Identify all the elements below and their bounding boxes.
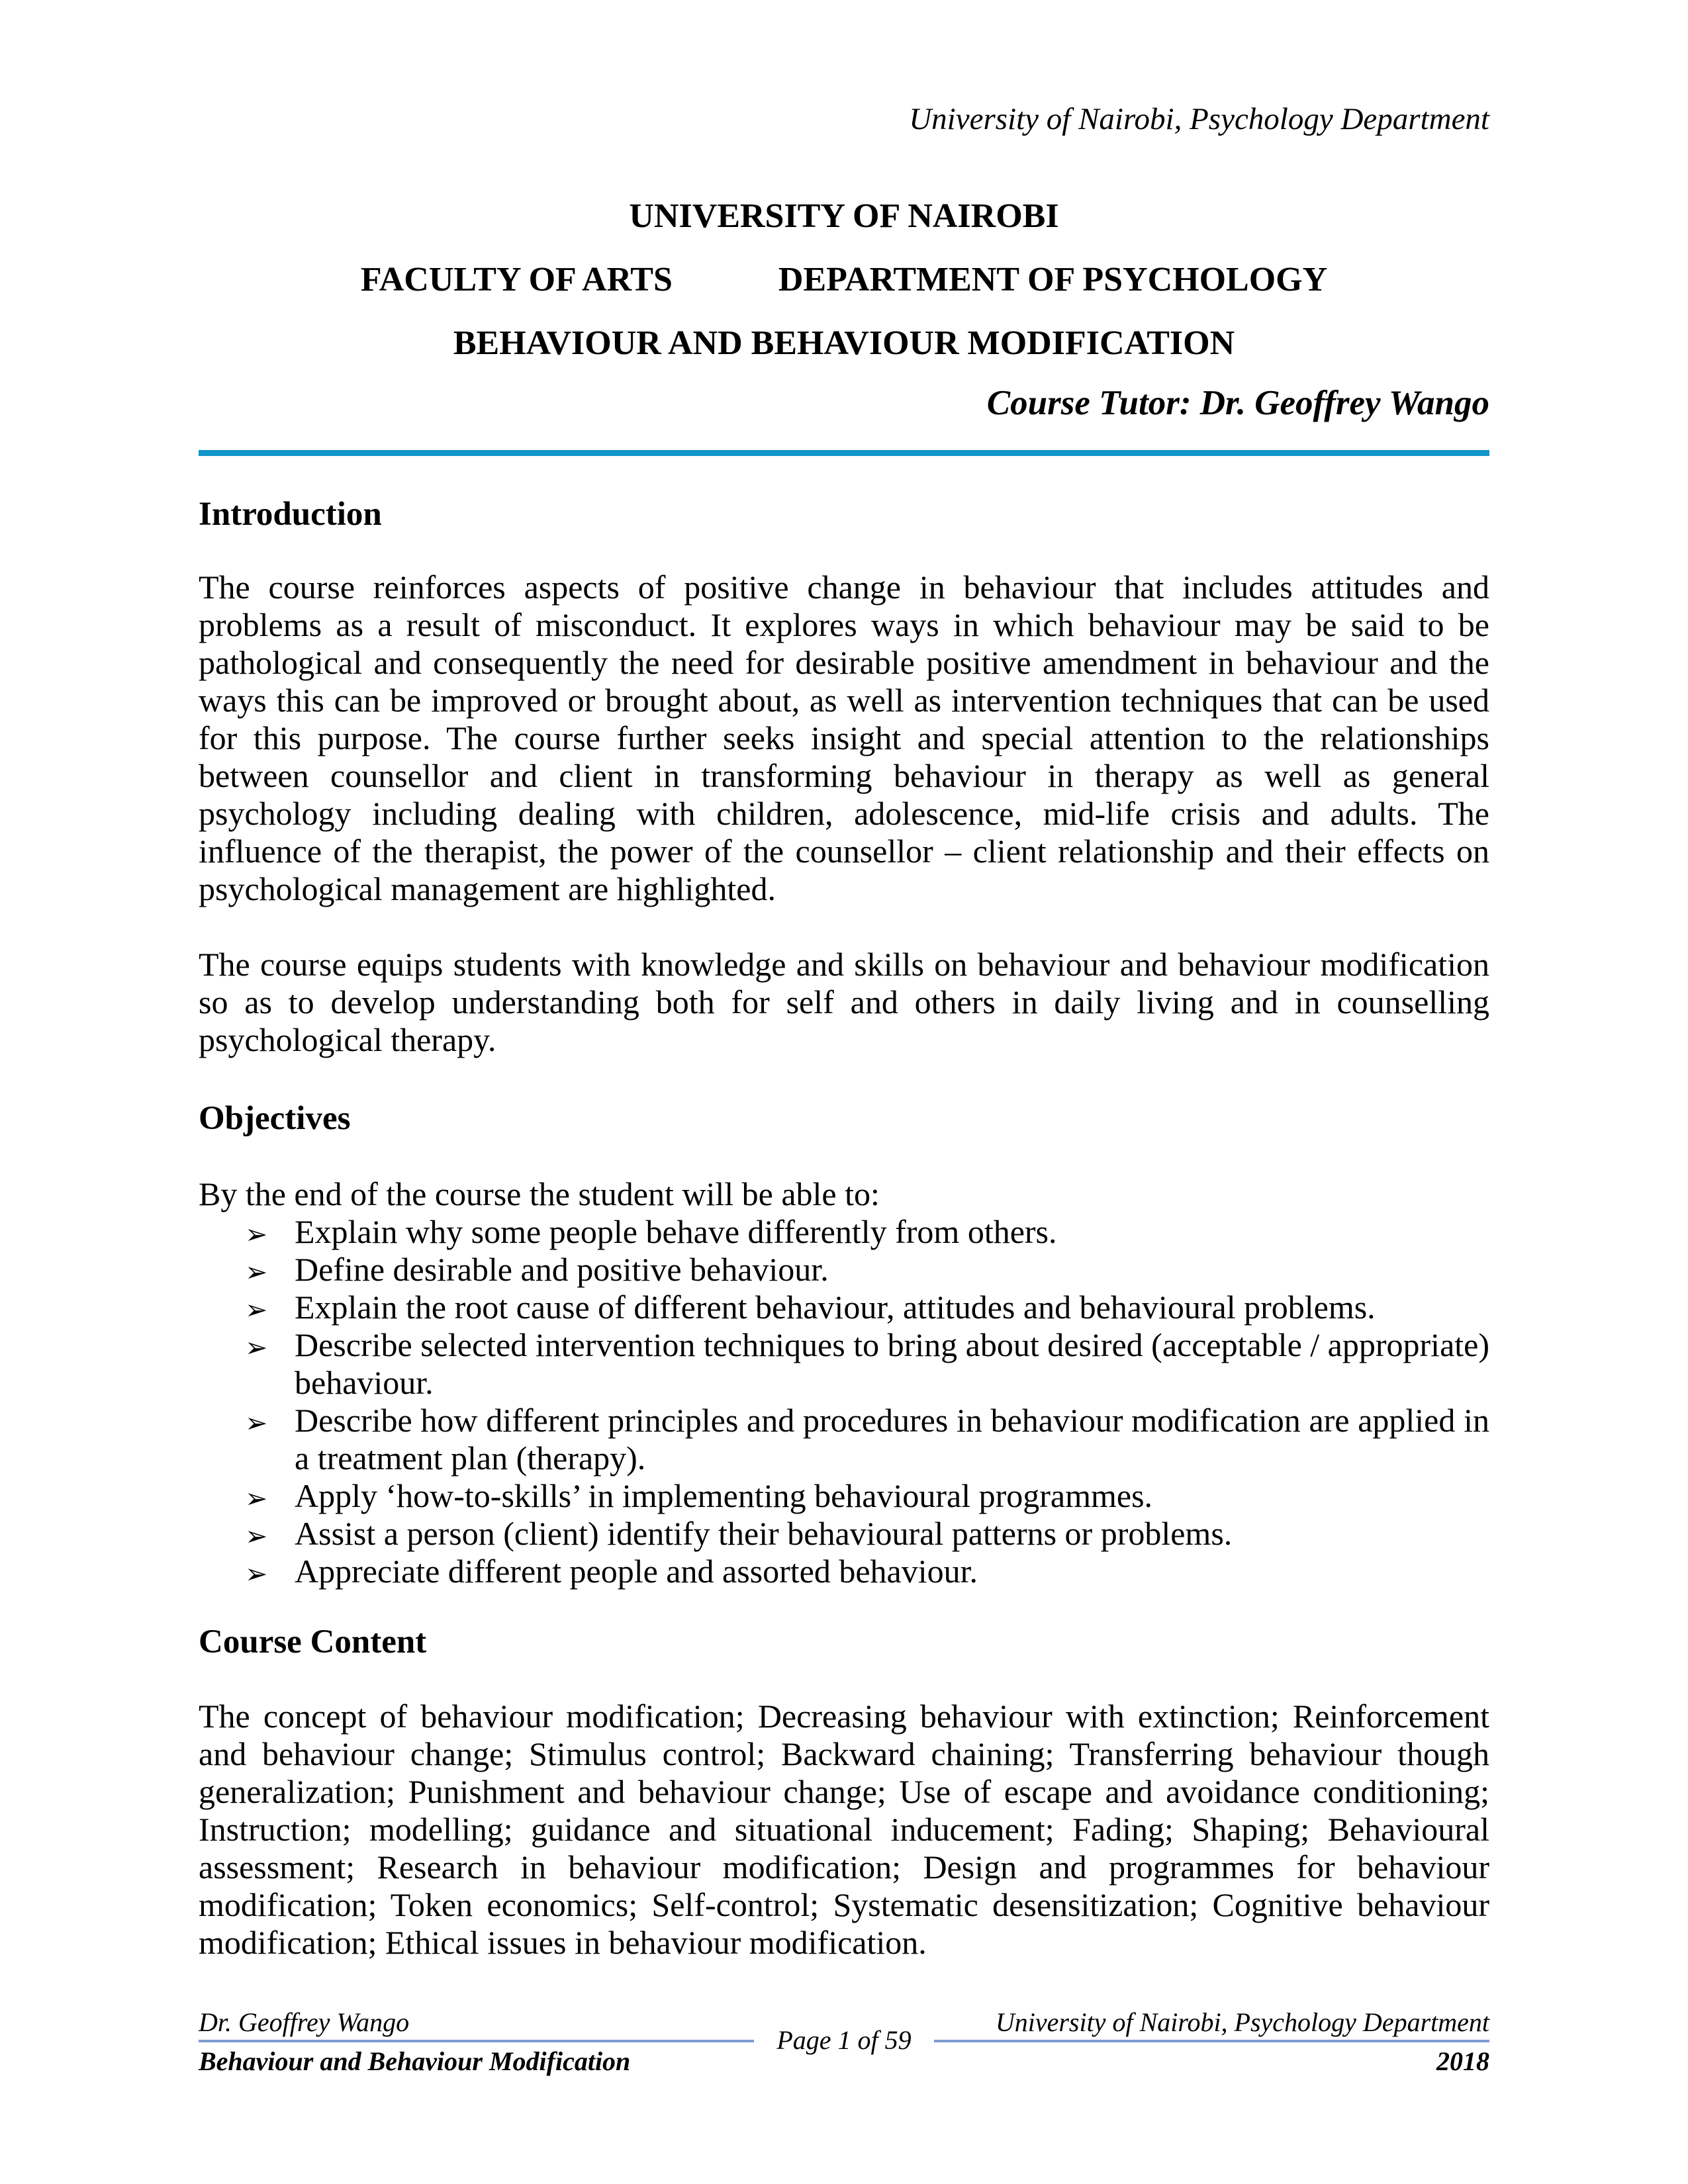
course-tutor-line: Course Tutor: Dr. Geoffrey Wango xyxy=(986,384,1489,422)
intro-paragraph-1: The course reinforces aspects of positive change in behaviour that includes attitudes and problems as a result of misconduct. It explores ways in which behaviour may be said to be pathological and consequently the need for desirable positive amendment in behaviour and the ways this can be improved or brought about, as well as intervention techniques that can be used for this purpose. The course further seeks insight and special attention to the relationships between counsellor and client in transforming behaviour in therapy as well as general psychology including dealing with children, adolescence, mid-life crisis and adults. The influence of the therapist, the power of the counsellor – client relationship and their effects on psychological management are highlighted. xyxy=(199,569,1489,907)
arrow-bullet-icon: ➢ xyxy=(245,1482,268,1514)
objective-item xyxy=(199,1213,1489,1251)
page-header-right: University of Nairobi, Psychology Department xyxy=(909,102,1489,136)
objective-item xyxy=(199,1289,1489,1326)
footer-page-number: Page 1 of 59 xyxy=(776,2025,912,2055)
title-department: DEPARTMENT OF PSYCHOLOGY xyxy=(778,261,1328,298)
arrow-bullet-icon: ➢ xyxy=(245,1407,268,1439)
footer-left-block xyxy=(199,2007,754,2077)
objective-item-text: Explain the root cause of different behaviour, attitudes and behavioural problems. xyxy=(295,1289,1376,1326)
divider-rule xyxy=(199,450,1489,456)
title-faculty-department xyxy=(199,259,1489,300)
objective-item xyxy=(199,1515,1489,1553)
arrow-bullet-icon: ➢ xyxy=(245,1558,268,1590)
objectives-list xyxy=(199,1213,1489,1590)
footer-year: 2018 xyxy=(1436,2046,1489,2076)
footer-rule-left xyxy=(199,2040,754,2042)
document-content xyxy=(199,0,1489,1962)
page-footer xyxy=(199,2007,1489,2077)
title-course-name: BEHAVIOUR AND BEHAVIOUR MODIFICATION xyxy=(453,324,1235,362)
arrow-bullet-icon: ➢ xyxy=(245,1218,268,1250)
footer-right-block xyxy=(934,2007,1489,2077)
title-university: UNIVERSITY OF NAIROBI xyxy=(629,197,1059,235)
arrow-bullet-icon: ➢ xyxy=(245,1256,268,1288)
footer-department: University of Nairobi, Psychology Department xyxy=(995,2007,1489,2037)
footer-rule-right xyxy=(934,2040,1489,2042)
objective-item xyxy=(199,1251,1489,1289)
title-faculty: FACULTY OF ARTS xyxy=(360,261,673,298)
footer-course-title: Behaviour and Behaviour Modification xyxy=(199,2046,631,2076)
objective-item-text: Describe how different principles and procedures in behaviour modification are applied in a treatment plan (therapy). xyxy=(295,1402,1489,1477)
objective-item-text: Assist a person (client) identify their behavioural patterns or problems. xyxy=(295,1515,1233,1552)
objective-item xyxy=(199,1402,1489,1477)
section-heading-course-content: Course Content xyxy=(199,1623,427,1661)
objective-item-text: Define desirable and positive behaviour. xyxy=(295,1251,829,1288)
arrow-bullet-icon: ➢ xyxy=(245,1520,268,1552)
objective-item xyxy=(199,1553,1489,1590)
objective-item xyxy=(199,1477,1489,1515)
course-content-paragraph: The concept of behaviour modification; Decreasing behaviour with extinction; Reinforcement and behaviour change; Stimulus control; Backward chaining; Transferring behaviour though generalization; Punishment and behaviour change; Use of escape and avoidance conditioning; Instruction; modelling; guidance and situational inducement; Fading; Shaping; Behavioural assessment; Research in behaviour modification; Design and programmes for behaviour modification; Token economics; Self-control; Systematic desensitization; Cognitive behaviour modification; Ethical issues in behaviour modification. xyxy=(199,1698,1489,1961)
objective-item-text: Appreciate different people and assorted behaviour. xyxy=(295,1553,978,1590)
intro-paragraph-2: The course equips students with knowledge and skills on behaviour and behaviour modification so as to develop understanding both for self and others in daily living and in counselling psychological therapy. xyxy=(199,946,1489,1058)
footer-author: Dr. Geoffrey Wango xyxy=(199,2007,410,2037)
objectives-lead: By the end of the course the student will be able to: xyxy=(199,1175,880,1212)
section-heading-introduction: Introduction xyxy=(199,496,382,533)
objective-item-text: Explain why some people behave differently from others. xyxy=(295,1213,1057,1250)
objective-item-text: Apply ‘how-to-skills’ in implementing behavioural programmes. xyxy=(295,1477,1153,1514)
arrow-bullet-icon: ➢ xyxy=(245,1294,268,1326)
arrow-bullet-icon: ➢ xyxy=(245,1332,268,1363)
objective-item-text: Describe selected intervention techniques to bring about desired (acceptable / appropriate) behaviour. xyxy=(295,1326,1489,1401)
objective-item xyxy=(199,1326,1489,1402)
section-heading-objectives: Objectives xyxy=(199,1100,351,1137)
